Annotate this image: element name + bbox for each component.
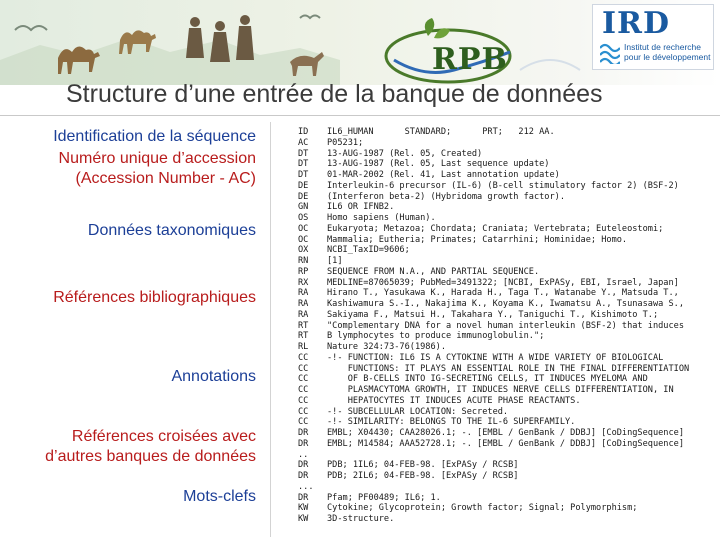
entry-line-codes	[298, 127, 314, 525]
label-identification	[53, 127, 256, 147]
entry-line-code: OC	[298, 234, 309, 245]
entry-line-code: DR	[298, 438, 309, 449]
entry-line-text: (Interferon beta-2) (Hybridoma growth factor).	[327, 191, 565, 202]
ird-logo-text: IRD	[602, 6, 670, 41]
entry-line-text: Pfam; PF00489; IL6; 1.	[327, 492, 441, 503]
entry-line-code: CC	[298, 374, 309, 385]
entry-line-code: CC	[298, 352, 309, 363]
entry-line-code: DT	[298, 159, 309, 170]
label-crossrefs	[45, 427, 256, 467]
entry-line-code: OC	[298, 223, 309, 234]
label-line: Mots-clefs	[183, 488, 256, 505]
entry-line-code: DR	[298, 428, 309, 438]
title-divider	[0, 115, 720, 116]
label-line: Références bibliographiques	[53, 289, 256, 306]
entry-line-text: Cytokine; Glycoprotein; Growth factor; Signal; Polymorphism;	[327, 503, 638, 514]
entry-line-code: GN	[298, 202, 309, 213]
entry-line-text: PDB; 1IL6; 04-FEB-98. [ExPASy / RCSB]	[327, 460, 519, 471]
entry-line-text: [1]	[327, 256, 343, 266]
entry-line-text: 3D-structure.	[327, 514, 395, 524]
entry-line-code: CC	[298, 417, 309, 428]
entry-line-code: RT	[298, 320, 309, 331]
entry-line-code: ..	[298, 449, 309, 460]
entry-line-text: -!- SIMILARITY: BELONGS TO THE IL-6 SUPERFAMILY.	[327, 417, 576, 428]
entry-line-code: OS	[298, 213, 309, 223]
entry-line-code: RA	[298, 309, 309, 320]
entry-line-text: IL6_HUMAN STANDARD; PRT; 212 AA.	[327, 127, 555, 137]
label-taxonomy	[88, 221, 256, 241]
label-line: (Accession Number - AC)	[75, 170, 256, 187]
entry-line-text: PLASMACYTOMA GROWTH, IT INDUCES NERVE CELLS DIFFERENTIATION, IN	[327, 385, 674, 395]
entry-line-code: DE	[298, 180, 309, 191]
entry-line-code: RN	[298, 256, 309, 266]
entry-line-code: DT	[298, 170, 309, 180]
entry-line-code: DT	[298, 148, 309, 159]
rpb-logo	[384, 16, 514, 85]
entry-line-code: CC	[298, 363, 309, 374]
entry-line-text: IL6 OR IFNB2.	[327, 202, 395, 213]
entry-line-text: Mammalia; Eutheria; Primates; Catarrhini; Hominidae; Homo.	[327, 234, 628, 245]
entry-line-code: RP	[298, 266, 309, 277]
entry-line-code: RA	[298, 299, 309, 309]
entry-line-text: PDB; 2IL6; 04-FEB-98. [ExPASy / RCSB]	[327, 471, 519, 481]
entry-line-code: OX	[298, 245, 309, 256]
people-silhouette-icon	[186, 15, 254, 62]
ird-wave-icon	[600, 42, 620, 64]
entry-line-text: SEQUENCE FROM N.A., AND PARTIAL SEQUENCE.	[327, 266, 540, 277]
entry-line-code: DR	[298, 492, 309, 503]
column-divider	[270, 122, 271, 537]
entry-line-code: KW	[298, 503, 309, 514]
label-line: d’autres banques de données	[45, 448, 256, 465]
entry-line-code: CC	[298, 395, 309, 406]
entry-line-text	[327, 482, 689, 493]
entry-line-code: KW	[298, 514, 309, 524]
entry-line-code: DR	[298, 471, 309, 481]
entry-line-text: B lymphocytes to produce immunoglobulin.";	[327, 331, 545, 342]
entry-line-text: OF B-CELLS INTO IG-SECRETING CELLS, IT INDUCES MYELOMA AND	[327, 374, 648, 385]
entry-line-code: DR	[298, 460, 309, 471]
entry-line-text: FUNCTIONS: IT PLAYS AN ESSENTIAL ROLE IN THE FINAL DIFFERENTIATION	[327, 363, 690, 374]
entry-line-text: Hirano T., Yasukawa K., Harada H., Taga T., Watanabe Y., Matsuda T.,	[327, 288, 679, 299]
entry-line-code: ...	[298, 481, 314, 492]
entry-line-text: NCBI_TaxID=9606;	[327, 245, 410, 256]
label-annotations	[171, 367, 256, 387]
entry-line-text: Nature 324:73-76(1986).	[327, 342, 446, 352]
header-banner	[0, 0, 720, 85]
entry-line-text: Homo sapiens (Human).	[327, 213, 436, 223]
entry-line-code: AC	[298, 137, 309, 148]
entry-line-text: 13-AUG-1987 (Rel. 05, Last sequence update)	[327, 159, 550, 170]
label-line: Données taxonomiques	[87, 222, 256, 239]
ird-logo	[592, 4, 714, 70]
entry-line-code: DE	[298, 191, 309, 202]
entry-line-text	[327, 450, 689, 461]
label-accession	[59, 149, 256, 189]
entry-line-text: Kashiwamura S.-I., Nakajima K., Koyama K., Iwamatsu A., Tsunasawa S.,	[327, 299, 684, 309]
entry-line-text: "Complementary DNA for a novel human interleukin (BSF-2) that induces	[327, 320, 684, 331]
slide-title: Structure d’une entrée de la banque de données	[66, 80, 603, 108]
entry-line-code: RX	[298, 277, 309, 288]
label-line: Numéro unique d’accession	[58, 150, 256, 167]
entry-line-text: HEPATOCYTES IT INDUCES ACUTE PHASE REACTANTS.	[327, 395, 581, 406]
label-references	[53, 288, 256, 308]
label-keywords	[183, 487, 256, 507]
entry-line-text: P05231;	[327, 137, 364, 148]
entry-line-text: Interleukin-6 precursor (IL-6) (B-cell stimulatory factor 2) (BSF-2)	[327, 180, 679, 191]
entry-line-code: RL	[298, 342, 309, 352]
label-line: Références croisées avec	[71, 428, 256, 445]
entry-line-text: Eukaryota; Metazoa; Chordata; Craniata; Vertebrata; Euteleostomi;	[327, 223, 664, 234]
entry-line-text: MEDLINE=87065039; PubMed=3491322; [NCBI, ExPASy, EBI, Israel, Japan]	[327, 277, 679, 288]
entry-line-code: RT	[298, 331, 309, 342]
ird-subtitle: Institut de recherche pour le développement	[624, 42, 711, 62]
entry-line-code: CC	[298, 385, 309, 395]
entry-line-text: EMBL; M14584; AAA52728.1; -. [EMBL / GenBank / DDBJ] [CoDingSequence]	[327, 438, 684, 449]
label-line: Identification de la séquence	[53, 128, 256, 145]
entry-line-values	[327, 127, 689, 525]
entry-line-text: -!- SUBCELLULAR LOCATION: Secreted.	[327, 406, 509, 417]
entry-line-text: -!- FUNCTION: IL6 IS A CYTOKINE WITH A WIDE VARIETY OF BIOLOGICAL	[327, 352, 664, 363]
entry-line-text: 01-MAR-2002 (Rel. 41, Last annotation update)	[327, 170, 560, 180]
entry-line-code: RA	[298, 288, 309, 299]
entry-line-code: CC	[298, 406, 309, 417]
label-line: Annotations	[171, 368, 256, 385]
entry-line-code: ID	[298, 127, 309, 137]
rpb-logo-text: RPB	[432, 42, 508, 77]
entry-line-text: Sakiyama F., Matsui H., Takahara Y., Taniguchi T., Kishimoto T.;	[327, 309, 659, 320]
entry-line-text: EMBL; X04430; CAA28026.1; -. [EMBL / GenBank / DDBJ] [CoDingSequence]	[327, 428, 684, 438]
entry-line-text: 13-AUG-1987 (Rel. 05, Created)	[327, 148, 483, 159]
